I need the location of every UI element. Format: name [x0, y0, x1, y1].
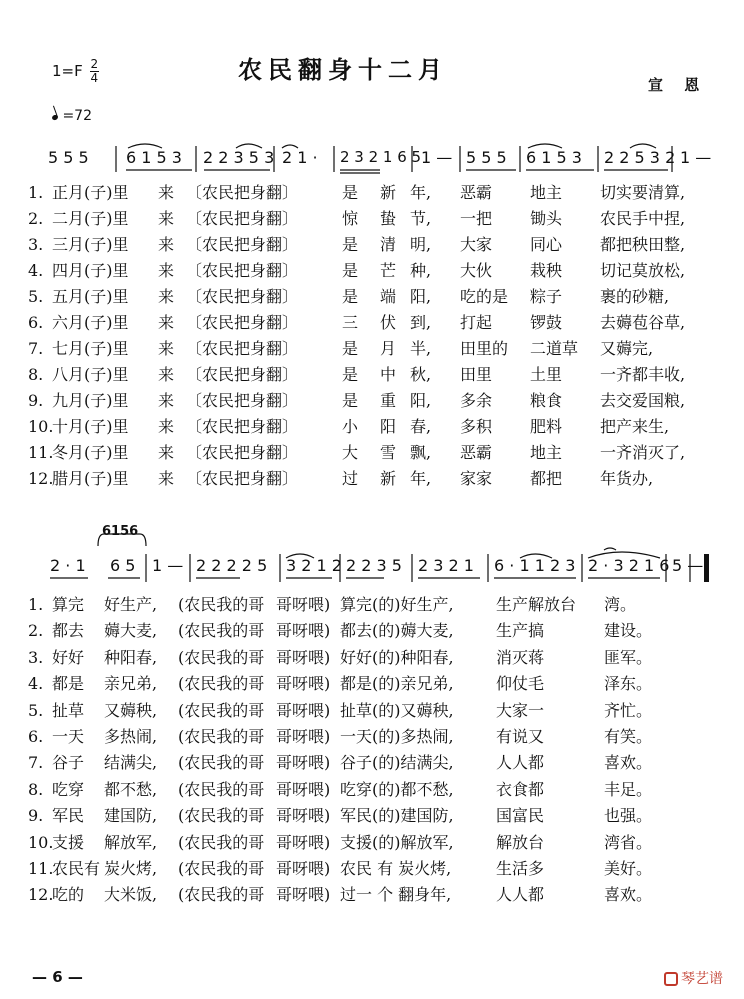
lyric-f: 阳,: [410, 391, 432, 410]
time-denominator: 4: [90, 71, 99, 85]
lyric-g: 大家: [460, 235, 493, 254]
lyric-i: 都把秧田整,: [600, 235, 686, 254]
lyric-a: 正月(子)里: [52, 183, 129, 202]
lyric-b: 炭火烤,: [104, 859, 158, 878]
lyric-num: 5.: [28, 287, 44, 306]
lyric-num: 6.: [28, 727, 44, 746]
lyric-e: 算完(的)好生产,: [340, 595, 454, 614]
lyric-e: 好好(的)种阳春,: [340, 647, 454, 667]
lyric-e: 雪: [380, 443, 397, 462]
lyric-d: 哥呀喂): [276, 779, 331, 799]
lyric-a: 支援: [52, 832, 85, 852]
lyric-c: (农民我的哥: [178, 832, 265, 852]
lyric-b: 亲兄弟,: [104, 674, 158, 694]
lyric-num: 4.: [28, 261, 44, 280]
lyric-e: 过一 个 翻身年,: [340, 885, 452, 905]
lyric-f: 仰仗毛: [496, 674, 545, 694]
lyric-e: 新: [380, 469, 397, 488]
verse-line: [0, 440, 744, 466]
lyric-e: 中: [380, 365, 397, 384]
lyric-num: 3.: [28, 647, 44, 667]
lyric-c: (农民我的哥: [178, 700, 265, 720]
lyric-d: 哥呀喂): [276, 753, 331, 773]
verse-line: [0, 336, 744, 362]
lyric-f: 节,: [410, 209, 432, 228]
lyric-i: 裹的砂糖,: [600, 287, 670, 306]
verse-line: [0, 414, 744, 440]
lyric-b: 结满尖,: [104, 753, 158, 773]
lyric-c: (农民我的哥: [178, 753, 265, 773]
lyric-h: 土里: [530, 365, 563, 384]
measure-10: 1 —: [680, 148, 712, 167]
verse-line: [0, 803, 744, 829]
lyric-i: 去薅苞谷草,: [600, 313, 686, 332]
lyric-i: 年货办,: [600, 469, 654, 488]
lyric-c: 〔农民把身翻〕: [186, 183, 299, 202]
lyric-h: 肥料: [530, 417, 563, 436]
lyric-g: 匪军。: [604, 647, 653, 667]
lyric-num: 9.: [28, 806, 44, 826]
lyric-e: 蛰: [380, 209, 397, 228]
verse-line: [0, 466, 744, 492]
measure-8: 6 1 5 3: [526, 148, 582, 167]
lyric-c: 〔农民把身翻〕: [186, 287, 299, 306]
lyric-b: 来: [158, 339, 175, 358]
lyric-b: 好生产,: [104, 595, 158, 614]
lyric-c: (农民我的哥: [178, 806, 265, 826]
verse-line: [0, 724, 744, 750]
lyric-f: 解放台: [496, 832, 545, 852]
lyric-c: (农民我的哥: [178, 885, 265, 905]
lyric-g: 大伙: [460, 261, 493, 280]
measure-4: 2 1 ·: [282, 148, 318, 167]
lyric-f: 春,: [410, 417, 432, 436]
time-signature: [90, 58, 100, 85]
grace-notes: 6156: [102, 524, 139, 539]
page-number: — 6 —: [32, 968, 83, 986]
lyric-num: 10.: [28, 832, 54, 852]
lyric-g: 泽东。: [604, 674, 653, 694]
lyric-b: 来: [158, 365, 175, 384]
lyric-f: 有说又: [496, 727, 545, 746]
verse-line: [0, 310, 744, 336]
lyric-a: 十月(子)里: [52, 417, 129, 436]
lyric-i: 一齐消灭了,: [600, 443, 686, 462]
lyric-g: 多余: [460, 391, 493, 410]
notation-line-2: [0, 520, 744, 590]
lyric-f: 秋,: [410, 365, 432, 384]
measure-14: 2 2 2 2 5: [196, 556, 268, 575]
lyric-e: 支援(的)解放军,: [340, 832, 454, 852]
brand-logo-icon: [664, 972, 678, 986]
lyric-h: 都把: [530, 469, 563, 488]
lyric-b: 来: [158, 209, 175, 228]
lyric-a: 二月(子)里: [52, 209, 129, 228]
quarter-note-icon: [51, 114, 58, 121]
lyric-g: 多积: [460, 417, 493, 436]
lyric-d: 是: [342, 365, 359, 384]
lyric-e: 谷子(的)结满尖,: [340, 753, 454, 773]
lyric-a: 七月(子)里: [52, 339, 129, 358]
verse-line: [0, 777, 744, 803]
verse-line: [0, 856, 744, 882]
lyric-a: 九月(子)里: [52, 391, 129, 410]
lyric-d: 哥呀喂): [276, 647, 331, 667]
verse-line: [0, 645, 744, 671]
key-label: 1=F: [52, 62, 83, 80]
tempo-marking: [52, 108, 92, 124]
lyric-b: 又薅秧,: [104, 700, 158, 720]
lyric-h: 锄头: [530, 209, 563, 228]
lyric-num: 11.: [28, 443, 54, 462]
lyric-g: 齐忙。: [604, 700, 653, 720]
lyric-a: 好好: [52, 647, 85, 667]
verse-line: [0, 362, 744, 388]
lyric-b: 薅大麦,: [104, 621, 158, 641]
lyric-f: 消灭蒋: [496, 647, 545, 667]
lyric-d: 哥呀喂): [276, 832, 331, 852]
lyric-f: 人人都: [496, 753, 545, 773]
lyric-c: (农民我的哥: [178, 859, 265, 878]
lyric-e: 农民 有 炭火烤,: [340, 859, 452, 878]
measure-7: 5 5 5: [466, 148, 507, 167]
lyric-i: 去交爱国粮,: [600, 391, 686, 410]
lyric-num: 12.: [28, 885, 54, 905]
lyric-e: 新: [380, 183, 397, 202]
verse-line: [0, 284, 744, 310]
lyric-h: 二道草: [530, 339, 579, 358]
lyric-num: 10.: [28, 417, 54, 436]
lyric-g: 湾省。: [604, 832, 653, 852]
lyric-a: 吃穿: [52, 779, 85, 799]
lyric-a: 三月(子)里: [52, 235, 129, 254]
lyric-a: 四月(子)里: [52, 261, 129, 280]
lyric-b: 都不愁,: [104, 779, 158, 799]
lyric-g: 一把: [460, 209, 493, 228]
verse-line: [0, 882, 744, 908]
lyric-i: 又薅完,: [600, 339, 654, 358]
lyric-f: 生产解放台: [496, 595, 577, 614]
lyric-num: 3.: [28, 235, 44, 254]
lyric-b: 来: [158, 287, 175, 306]
measure-18: 6 · 1 1 2 3: [494, 556, 576, 575]
lyric-h: 栽秧: [530, 261, 563, 280]
lyric-num: 8.: [28, 365, 44, 384]
lyric-h: 地主: [530, 443, 563, 462]
lyric-g: 湾。: [604, 595, 637, 614]
lyric-a: 六月(子)里: [52, 313, 129, 332]
lyric-b: 来: [158, 235, 175, 254]
lyric-num: 9.: [28, 391, 44, 410]
lyric-a: 五月(子)里: [52, 287, 129, 306]
lyric-f: 衣食都: [496, 779, 545, 799]
lyric-a: 吃的: [52, 885, 85, 905]
lyric-g: 田里的: [460, 339, 509, 358]
lyric-h: 粮食: [530, 391, 563, 410]
lyric-a: 冬月(子)里: [52, 443, 129, 462]
verse-line: [0, 388, 744, 414]
lyric-d: 是: [342, 261, 359, 280]
lyric-c: 〔农民把身翻〕: [186, 339, 299, 358]
lyric-b: 种阳春,: [104, 647, 158, 667]
lyric-g: 有笑。: [604, 727, 653, 746]
lyric-a: 都是: [52, 674, 85, 694]
tempo-value: =72: [62, 108, 92, 124]
lyric-e: 月: [380, 339, 397, 358]
lyric-e: 一天(的)多热闹,: [340, 727, 454, 746]
lyric-h: 锣鼓: [530, 313, 563, 332]
measure-19: 2 · 3 2 1 6: [588, 556, 670, 575]
lyric-e: 清: [380, 235, 397, 254]
lyric-d: 三: [342, 313, 359, 332]
verse-line: [0, 618, 744, 644]
lyric-h: 地主: [530, 183, 563, 202]
lyric-b: 解放军,: [104, 832, 158, 852]
lyric-g: 恶霸: [460, 443, 493, 462]
verse-line: [0, 592, 744, 618]
lyric-a: 一天: [52, 727, 85, 746]
lyric-g: 田里: [460, 365, 493, 384]
lyric-f: 年,: [410, 183, 432, 202]
lyric-e: 都去(的)薅大麦,: [340, 621, 454, 641]
brand-label: 琴艺谱: [681, 971, 723, 987]
lyric-d: 是: [342, 183, 359, 202]
lyric-f: 大家一: [496, 700, 545, 720]
measure-5: 2 3 2 1 6 5: [340, 148, 422, 166]
lyric-c: 〔农民把身翻〕: [186, 235, 299, 254]
time-numerator: 2: [90, 57, 99, 71]
lyric-d: 哥呀喂): [276, 727, 331, 746]
measure-20: 5 —: [672, 556, 704, 575]
lyric-g: 建设。: [604, 621, 653, 641]
lyric-c: 〔农民把身翻〕: [186, 261, 299, 280]
lyric-num: 8.: [28, 779, 44, 799]
lyric-a: 农民有: [52, 859, 101, 878]
lyric-c: (农民我的哥: [178, 674, 265, 694]
lyric-d: 惊: [342, 209, 359, 228]
lyric-a: 腊月(子)里: [52, 469, 129, 488]
measure-3: 2 2 3 5 3: [203, 148, 275, 167]
lyric-h: 同心: [530, 235, 563, 254]
lyric-d: 哥呀喂): [276, 674, 331, 694]
lyric-f: 生活多: [496, 859, 545, 878]
lyric-b: 来: [158, 313, 175, 332]
measure-2: 6 1 5 3: [126, 148, 182, 167]
verse-line: [0, 206, 744, 232]
lyric-a: 军民: [52, 806, 85, 826]
author-credit: 宣 恩: [648, 76, 708, 94]
lyric-b: 来: [158, 391, 175, 410]
lyric-num: 12.: [28, 469, 54, 488]
lyric-a: 算完: [52, 595, 85, 614]
lyric-b: 多热闹,: [104, 727, 158, 746]
lyric-b: 来: [158, 443, 175, 462]
lyric-num: 1.: [28, 183, 44, 202]
lyric-g: 也强。: [604, 806, 653, 826]
lyric-g: 恶霸: [460, 183, 493, 202]
lyric-i: 切实要清算,: [600, 183, 686, 202]
song-title: 农民翻身十二月: [238, 56, 448, 84]
lyric-e: 芒: [380, 261, 397, 280]
lyric-a: 都去: [52, 621, 85, 641]
lyric-c: 〔农民把身翻〕: [186, 313, 299, 332]
measure-15: 3 2 1 2: [286, 556, 342, 575]
measure-9: 2 2 5 3 2: [604, 148, 676, 167]
lyric-d: 哥呀喂): [276, 806, 331, 826]
lyric-b: 来: [158, 183, 175, 202]
lyric-e: 军民(的)建国防,: [340, 806, 454, 826]
notation-line-1: [0, 138, 744, 182]
lyric-c: 〔农民把身翻〕: [186, 417, 299, 436]
lyric-c: (农民我的哥: [178, 727, 265, 746]
lyric-c: (农民我的哥: [178, 647, 265, 667]
lyric-e: 重: [380, 391, 397, 410]
lyric-c: 〔农民把身翻〕: [186, 365, 299, 384]
lyric-d: 是: [342, 339, 359, 358]
lyric-d: 哥呀喂): [276, 621, 331, 641]
lyric-b: 大米饭,: [104, 885, 158, 905]
brand-watermark: [664, 968, 723, 988]
lyric-i: 一齐都丰收,: [600, 365, 686, 384]
lyric-g: 家家: [460, 469, 493, 488]
lyric-c: 〔农民把身翻〕: [186, 443, 299, 462]
lyric-g: 喜欢。: [604, 885, 653, 905]
lyric-num: 7.: [28, 753, 44, 773]
lyric-c: 〔农民把身翻〕: [186, 209, 299, 228]
measure-12: 6 5: [110, 556, 136, 575]
lyric-d: 是: [342, 391, 359, 410]
lyric-f: 飘,: [410, 443, 432, 462]
lyric-num: 7.: [28, 339, 44, 358]
lyric-d: 是: [342, 287, 359, 306]
lyric-f: 人人都: [496, 885, 545, 905]
lyric-g: 丰足。: [604, 779, 653, 799]
lyric-h: 粽子: [530, 287, 563, 306]
verse-line: [0, 830, 744, 856]
lyric-d: 大: [342, 443, 359, 462]
lyric-e: 阳: [380, 417, 397, 436]
lyric-f: 生产搞: [496, 621, 545, 641]
lyric-f: 阳,: [410, 287, 432, 306]
verse-line: [0, 750, 744, 776]
lyric-c: 〔农民把身翻〕: [186, 391, 299, 410]
lyric-b: 来: [158, 469, 175, 488]
lyric-b: 来: [158, 261, 175, 280]
lyric-i: 把产来生,: [600, 417, 670, 436]
lyric-c: (农民我的哥: [178, 779, 265, 799]
lyric-a: 八月(子)里: [52, 365, 129, 384]
lyric-f: 国富民: [496, 806, 545, 826]
lyric-d: 哥呀喂): [276, 859, 331, 878]
key-signature: [52, 58, 99, 85]
lyric-a: 扯草: [52, 700, 85, 720]
lyric-num: 2.: [28, 209, 44, 228]
lyric-e: 扯草(的)又薅秧,: [340, 700, 454, 720]
verse-line: [0, 258, 744, 284]
lyric-d: 哥呀喂): [276, 595, 331, 614]
lyric-g: 美好。: [604, 859, 653, 878]
lyric-a: 谷子: [52, 753, 85, 773]
lyric-c: (农民我的哥: [178, 621, 265, 641]
verse-line: [0, 698, 744, 724]
lyric-g: 喜欢。: [604, 753, 653, 773]
lyric-num: 11.: [28, 859, 54, 878]
lyric-c: 〔农民把身翻〕: [186, 469, 299, 488]
lyric-d: 哥呀喂): [276, 700, 331, 720]
measure-11: 2 · 1: [50, 556, 86, 575]
verse-line: [0, 232, 744, 258]
lyric-f: 种,: [410, 261, 432, 280]
lyric-e: 端: [380, 287, 397, 306]
lyric-f: 到,: [410, 313, 432, 332]
lyric-d: 是: [342, 235, 359, 254]
verse-line: [0, 180, 744, 206]
lyric-f: 明,: [410, 235, 432, 254]
lyric-num: 2.: [28, 621, 44, 641]
lyric-num: 1.: [28, 595, 44, 614]
lyric-b: 来: [158, 417, 175, 436]
lyric-c: (农民我的哥: [178, 595, 265, 614]
measure-6: 1 —: [421, 148, 453, 167]
lyric-d: 哥呀喂): [276, 885, 331, 905]
lyric-f: 年,: [410, 469, 432, 488]
measure-17: 2 3 2 1: [418, 556, 474, 575]
measure-1: 5 5 5: [48, 148, 89, 167]
measure-13: 1 —: [152, 556, 184, 575]
lyric-g: 打起: [460, 313, 493, 332]
lyric-d: 小: [342, 417, 359, 436]
lyric-e: 伏: [380, 313, 397, 332]
lyric-i: 农民手中捏,: [600, 209, 686, 228]
lyric-num: 4.: [28, 674, 44, 694]
lyric-e: 都是(的)亲兄弟,: [340, 674, 454, 694]
lyric-g: 吃的是: [460, 287, 509, 306]
lyric-b: 建国防,: [104, 806, 158, 826]
lyric-e: 吃穿(的)都不愁,: [340, 779, 454, 799]
lyric-f: 半,: [410, 339, 432, 358]
measure-16: 2 2 3 5: [346, 556, 402, 575]
verse-line: [0, 671, 744, 697]
lyric-num: 6.: [28, 313, 44, 332]
lyric-d: 过: [342, 469, 359, 488]
lyric-i: 切记莫放松,: [600, 261, 686, 280]
lyric-num: 5.: [28, 700, 44, 720]
